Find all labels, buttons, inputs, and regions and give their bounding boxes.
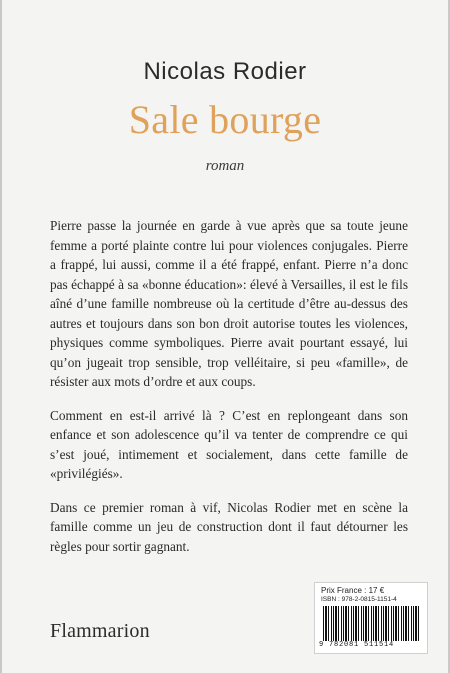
ean-number: 9 782081 511514	[319, 641, 395, 649]
summary-paragraph: Comment en est-il arrivé là ? C’est en replongeant dans son enfance et son adolescence qu’il va tenter de comprendre ce qui s’est joué, intimement et socialement, dans cette famille de «privilégiés».	[50, 407, 408, 481]
summary-paragraph: Dans ce premier roman à vif, Nicolas Rodier met en scène la famille comme un jeu de construction dont il faut détourner les règles pour sortir gagnant.	[50, 499, 408, 554]
publisher-logo: Flammarion	[50, 620, 150, 642]
summary-text	[50, 216, 408, 570]
isbn-label: ISBN : 978-2-0815-1151-4	[321, 596, 397, 603]
genre-label: roman	[205, 158, 245, 174]
summary-paragraph: Pierre passe la journée en garde à vue après que sa toute jeune femme a porté plainte contre lui pour violences conjugales. Pierre a frappé, lui aussi, comme il a été frappé, enfant. Pierre n’a donc pas échappé à sa «bonne éducation»: élevé à Versailles, il est le fils aîné d’une famille nombreuse où la certitude d’être au-dessus des autres et toujours dans son bon droit autorise toutes les violences, physiques comme symboliques. Pierre avait pourtant essayé, lui qu’on jugeait trop sensible, trop velléitaire, si peu «famille», de résister aux mots d’ordre et aux coups.	[50, 218, 408, 389]
author-name: Nicolas Rodier	[143, 58, 307, 85]
book-title: Sale bourge	[128, 97, 322, 142]
barcode-block	[314, 582, 428, 654]
barcode-icon	[323, 606, 421, 641]
price-label: Prix France : 17 €	[321, 586, 385, 595]
